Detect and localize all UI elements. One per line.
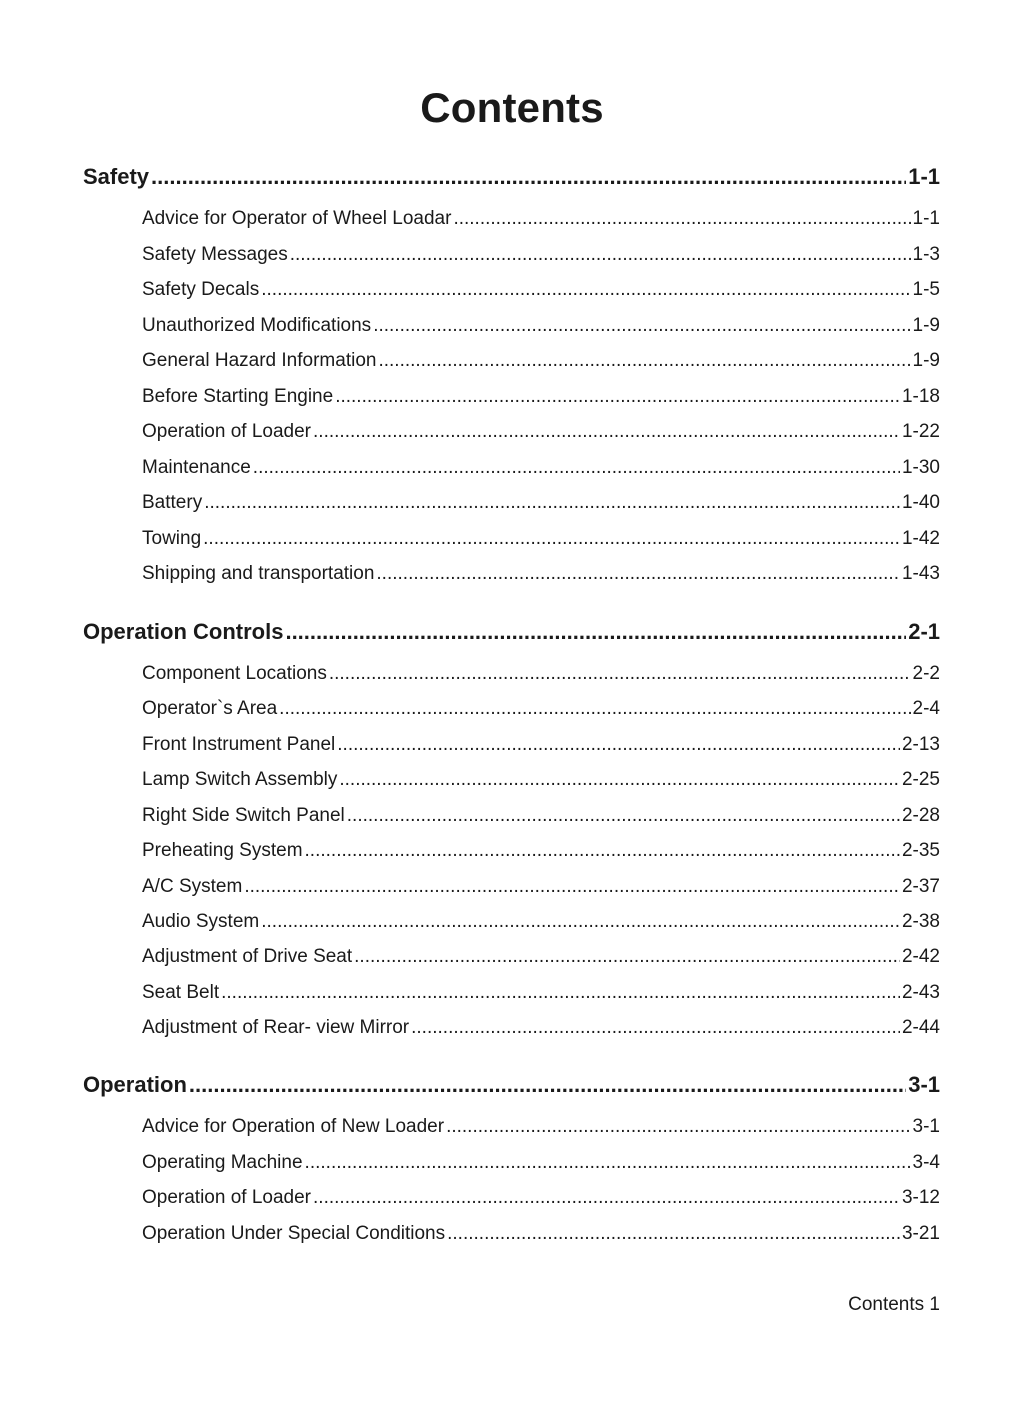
dot-leader	[244, 876, 900, 898]
entry-title: Operation Under Special Conditions	[142, 1223, 446, 1244]
entry-title: Seat Belt	[142, 982, 220, 1003]
dot-leader	[203, 528, 900, 550]
dot-leader	[373, 315, 910, 337]
toc-entry[interactable]	[142, 1116, 940, 1138]
entry-title: Battery	[142, 492, 203, 513]
entry-title: Operator`s Area	[142, 698, 278, 719]
dot-leader	[339, 769, 900, 791]
dot-leader	[335, 386, 900, 408]
toc-entry[interactable]	[142, 279, 940, 301]
entry-page-number: 2-37	[901, 876, 940, 897]
toc-entry[interactable]	[142, 386, 940, 408]
section-title: Safety	[83, 164, 150, 189]
entry-title: Safety Messages	[142, 244, 288, 265]
dot-leader	[313, 421, 900, 443]
entry-page-number: 1-5	[912, 279, 940, 300]
toc-entry[interactable]	[142, 244, 940, 266]
entry-page-number: 2-25	[901, 769, 940, 790]
toc-entry[interactable]	[142, 734, 940, 756]
toc-section-safety[interactable]	[83, 164, 940, 190]
entry-page-number: 1-9	[912, 315, 940, 336]
entry-title: Maintenance	[142, 457, 251, 478]
entry-page-number: 2-38	[901, 911, 940, 932]
entry-title: Towing	[142, 528, 202, 549]
toc-entry[interactable]	[142, 421, 940, 443]
dot-leader	[354, 946, 900, 968]
dot-leader	[189, 1072, 906, 1098]
toc-entry[interactable]	[142, 208, 940, 230]
entry-page-number: 1-30	[901, 457, 940, 478]
toc-entry[interactable]	[142, 805, 940, 827]
entry-title: Front Instrument Panel	[142, 734, 336, 755]
entry-title: Safety Decals	[142, 279, 260, 300]
entry-title: Operating Machine	[142, 1152, 303, 1173]
dot-leader	[204, 492, 900, 514]
dot-leader	[290, 244, 911, 266]
entry-title: A/C System	[142, 876, 243, 897]
section-page-number: 3-1	[908, 1072, 940, 1097]
entry-page-number: 2-44	[901, 1017, 940, 1038]
dot-leader	[261, 279, 910, 301]
entry-title: Right Side Switch Panel	[142, 805, 345, 826]
toc-section-operation-controls[interactable]	[83, 619, 940, 645]
entry-page-number: 3-12	[901, 1187, 940, 1208]
toc-entry[interactable]	[142, 663, 940, 685]
entry-page-number: 1-22	[901, 421, 940, 442]
dot-leader	[285, 619, 906, 645]
entry-page-number: 2-2	[912, 663, 940, 684]
entry-page-number: 1-18	[901, 386, 940, 407]
entry-page-number: 1-42	[901, 528, 940, 549]
toc-entry[interactable]	[142, 982, 940, 1004]
entry-title: Operation of Loader	[142, 1187, 312, 1208]
entry-title: Advice for Operation of New Loader	[142, 1116, 445, 1137]
entry-page-number: 3-21	[901, 1223, 940, 1244]
dot-leader	[253, 457, 900, 479]
dot-leader	[447, 1223, 900, 1245]
toc-entry[interactable]	[142, 350, 940, 372]
dot-leader	[446, 1116, 910, 1138]
dot-leader	[313, 1187, 900, 1209]
entry-page-number: 2-13	[901, 734, 940, 755]
entry-title: Preheating System	[142, 840, 303, 861]
entry-page-number: 1-43	[901, 563, 940, 584]
dot-leader	[378, 350, 910, 372]
toc-entry[interactable]	[142, 876, 940, 898]
dot-leader	[305, 1152, 911, 1174]
toc-entry[interactable]	[142, 528, 940, 550]
toc-entry[interactable]	[142, 1187, 940, 1209]
dot-leader	[261, 911, 900, 933]
entry-page-number: 2-28	[901, 805, 940, 826]
toc-section-operation[interactable]	[83, 1072, 940, 1098]
toc-entry[interactable]	[142, 492, 940, 514]
section-page-number: 1-1	[908, 164, 940, 189]
section-title: Operation	[83, 1072, 187, 1097]
dot-leader	[151, 164, 906, 190]
dot-leader	[329, 663, 911, 685]
entry-title: Adjustment of Drive Seat	[142, 946, 353, 967]
toc-entry[interactable]	[142, 315, 940, 337]
dot-leader	[453, 208, 910, 230]
page-title: Contents	[420, 84, 604, 131]
entry-title: Lamp Switch Assembly	[142, 769, 338, 790]
entry-title: General Hazard Information	[142, 350, 377, 371]
toc-entry[interactable]	[142, 563, 940, 585]
entry-title: Operation of Loader	[142, 421, 312, 442]
entry-title: Advice for Operator of Wheel Loadar	[142, 208, 452, 229]
toc-entry[interactable]	[142, 457, 940, 479]
entry-title: Adjustment of Rear- view Mirror	[142, 1017, 410, 1038]
entry-title: Unauthorized Modifications	[142, 315, 372, 336]
toc-entry[interactable]	[142, 911, 940, 933]
entry-page-number: 3-1	[912, 1116, 940, 1137]
dot-leader	[411, 1017, 900, 1039]
dot-leader	[221, 982, 900, 1004]
entry-page-number: 1-1	[912, 208, 940, 229]
entry-title: Audio System	[142, 911, 260, 932]
dot-leader	[376, 563, 900, 585]
entry-page-number: 1-3	[912, 244, 940, 265]
section-page-number: 2-1	[908, 619, 940, 644]
entry-page-number: 2-42	[901, 946, 940, 967]
dot-leader	[337, 734, 900, 756]
dot-leader	[279, 698, 910, 720]
toc-entry[interactable]	[142, 698, 940, 720]
toc-entry[interactable]	[142, 769, 940, 791]
entry-page-number: 2-35	[901, 840, 940, 861]
entry-title: Component Locations	[142, 663, 327, 684]
dot-leader	[305, 840, 900, 862]
toc-entry[interactable]	[142, 946, 940, 968]
toc-entry[interactable]	[142, 1223, 940, 1245]
entry-page-number: 1-40	[901, 492, 940, 513]
entry-page-number: 2-4	[912, 698, 940, 719]
dot-leader	[347, 805, 900, 827]
toc-entry[interactable]	[142, 1017, 940, 1039]
entry-title: Shipping and transportation	[142, 563, 375, 584]
toc-entry[interactable]	[142, 1152, 940, 1174]
section-title: Operation Controls	[83, 619, 284, 644]
entry-title: Before Starting Engine	[142, 386, 334, 407]
toc-entry[interactable]	[142, 840, 940, 862]
entry-page-number: 3-4	[912, 1152, 940, 1173]
entry-page-number: 2-43	[901, 982, 940, 1003]
page-footer: Contents 1	[848, 1294, 940, 1315]
entry-page-number: 1-9	[912, 350, 940, 371]
